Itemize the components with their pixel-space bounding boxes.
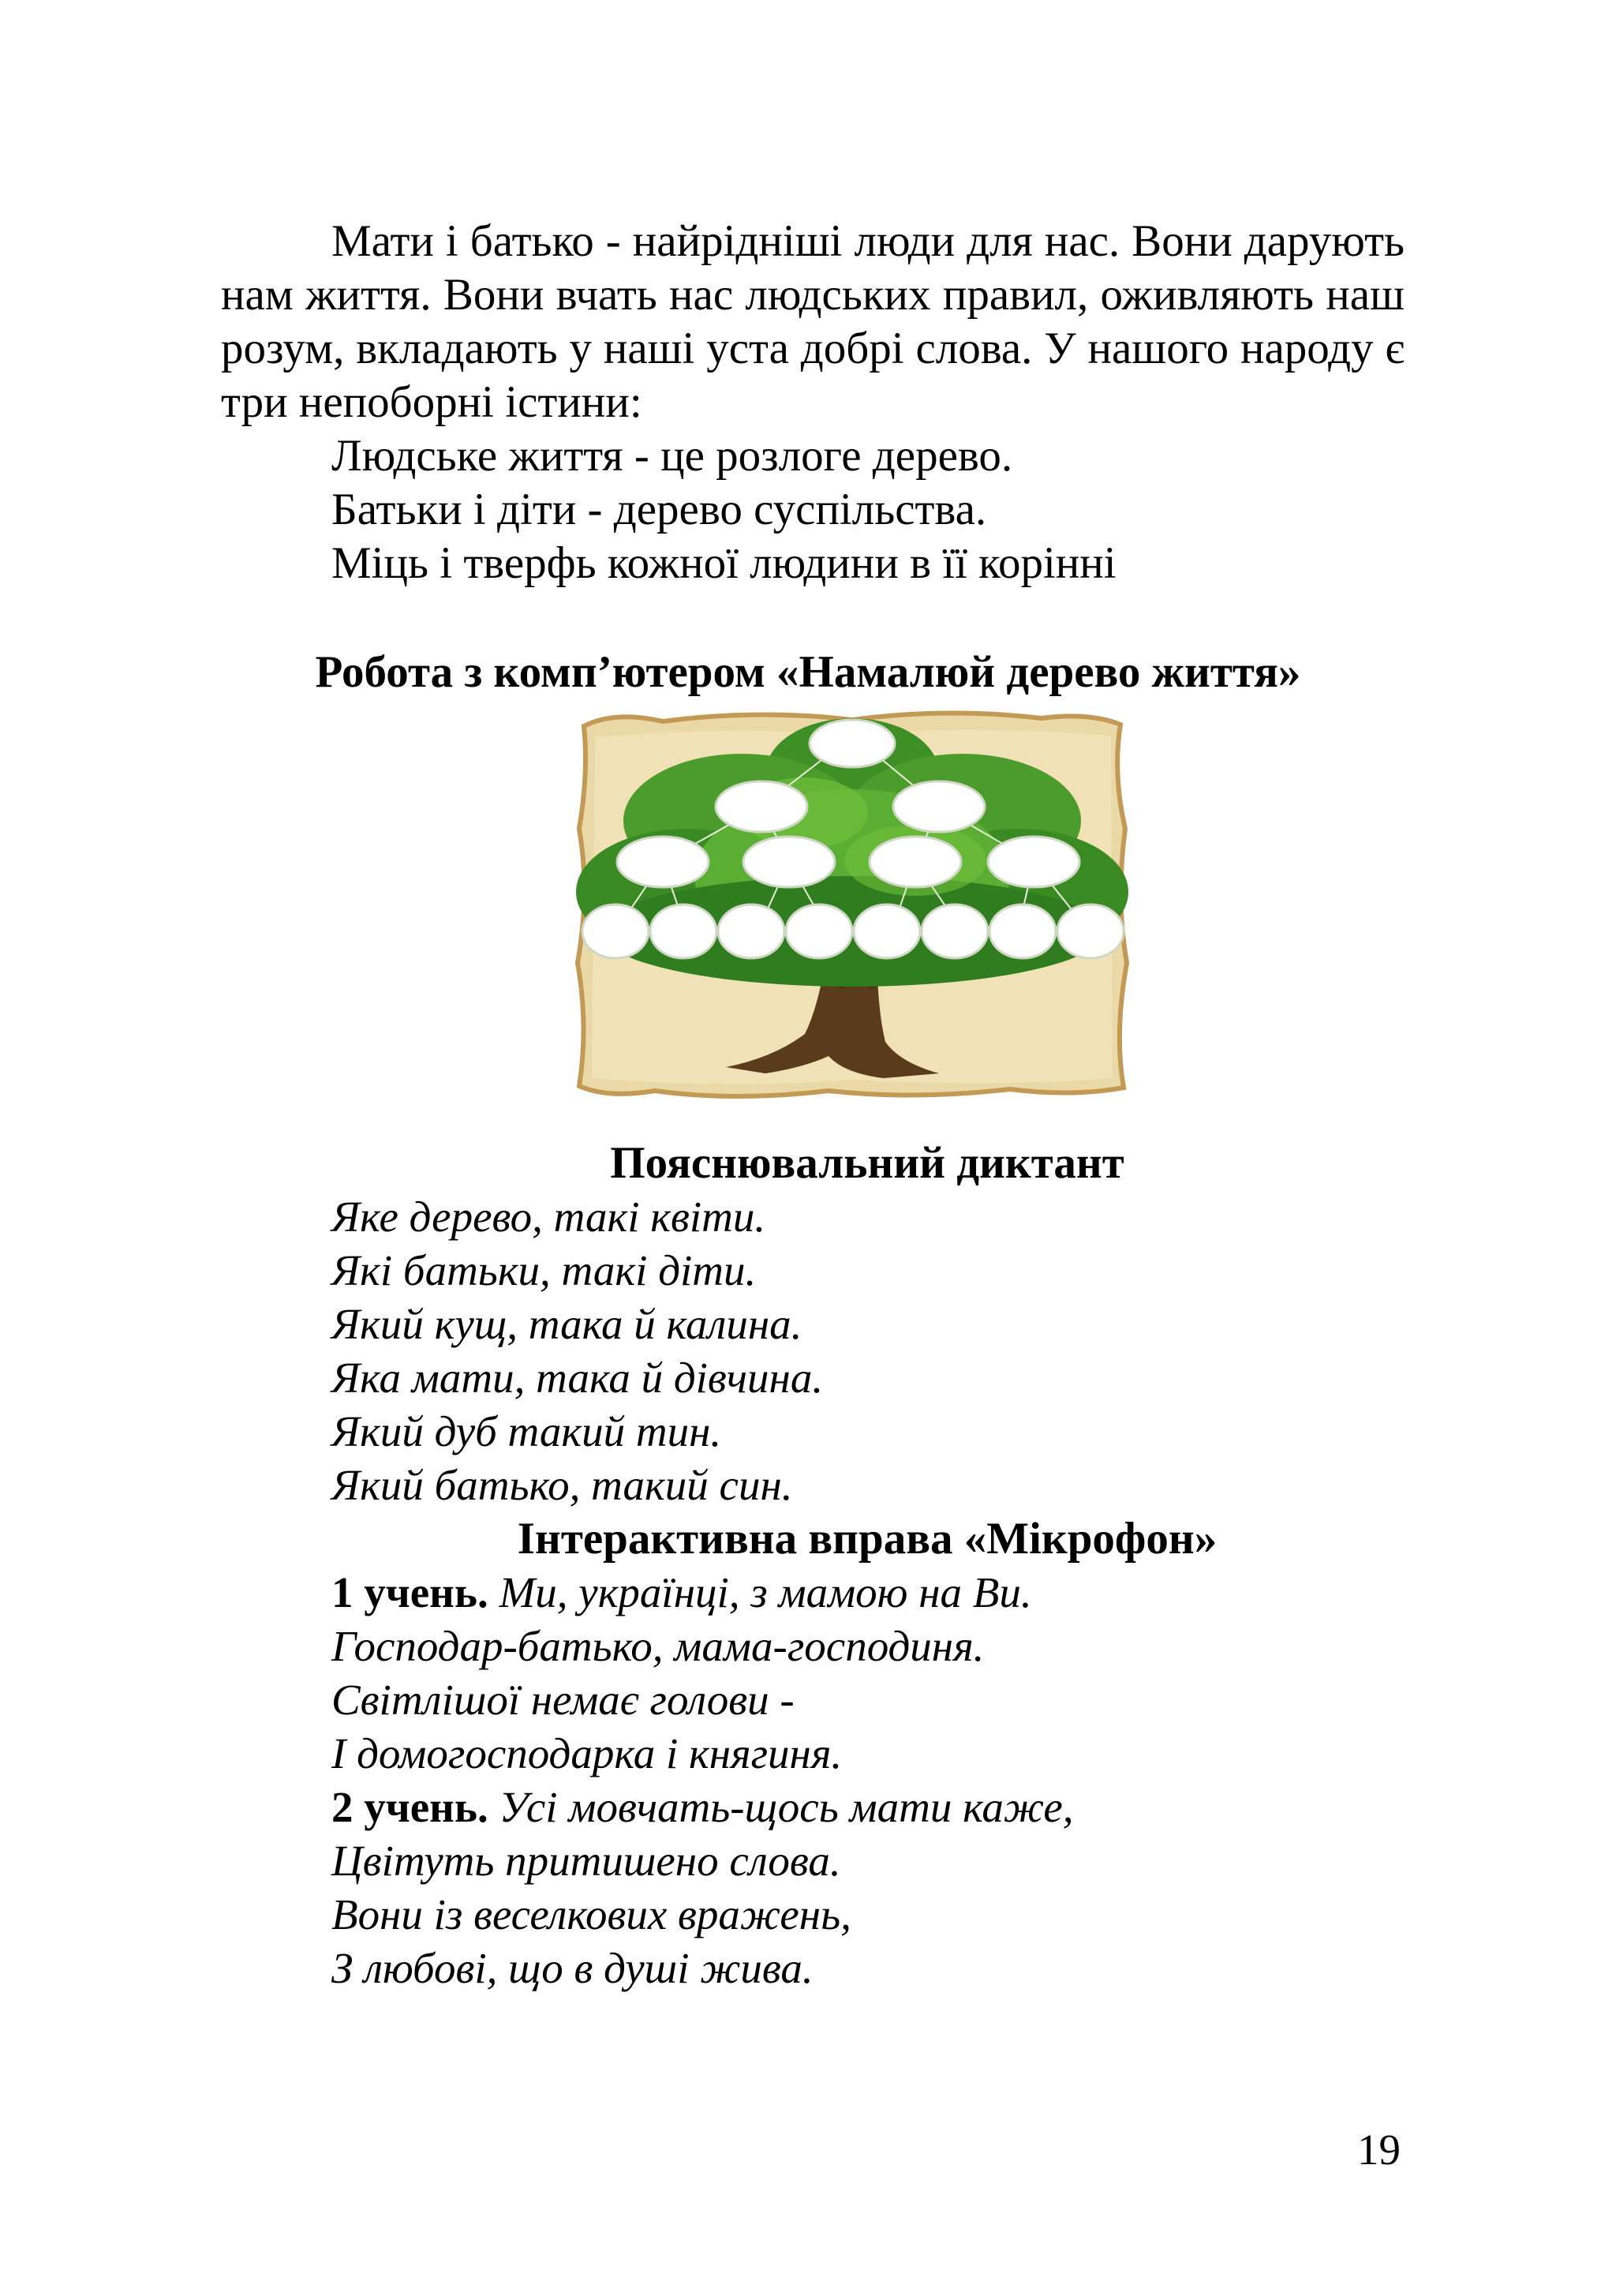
three-truths-list <box>331 429 1117 590</box>
tree-oval <box>810 720 895 767</box>
poem-line: Господар-батько, мама-господиня. <box>331 1622 985 1670</box>
student1-label: 1 учень. <box>331 1568 488 1616</box>
proverb-line: Які батьки, такі діти. <box>331 1246 757 1294</box>
poem-line: З любові, що в душі жива. <box>331 1944 814 1992</box>
intro-paragraph <box>221 215 1405 429</box>
tree-oval <box>922 905 988 958</box>
tree-oval <box>786 905 852 958</box>
poem-line: І домогосподарка і княгиня. <box>331 1729 843 1777</box>
tree-oval <box>743 837 835 887</box>
proverb-line: Який дуб такий тин. <box>331 1407 722 1455</box>
student2-label: 2 учень. <box>331 1783 488 1831</box>
student1-first-line <box>331 1566 1074 1620</box>
tree-oval <box>854 905 920 958</box>
tree-oval <box>650 905 716 958</box>
microphone-heading: Інтерактивна вправа «Мікрофон» <box>517 1514 1218 1564</box>
poem-line: Вони із веселкових вражень, <box>331 1890 851 1938</box>
tree-oval <box>582 905 649 958</box>
tree-oval <box>718 905 784 958</box>
truth-line: Міць і тверфь кожної людини в її корінні <box>331 538 1117 588</box>
microphone-poem <box>331 1566 1074 1995</box>
computer-work-heading: Робота з комп’ютером «Намалюй дерево життя» <box>315 647 1301 697</box>
tree-oval <box>870 837 961 887</box>
proverb-line: Яке дерево, такі квіти. <box>331 1193 766 1241</box>
proverb-line: Який кущ, така й калина. <box>331 1300 802 1348</box>
tree-oval <box>617 837 709 887</box>
student1-text: Ми, українці, з мамою на Ви. <box>488 1568 1032 1616</box>
proverb-line: Який батько, такий син. <box>331 1461 793 1509</box>
tree-oval <box>893 781 985 832</box>
truth-line: Батьки і діти - дерево суспільства. <box>331 485 987 534</box>
poem-line: Світлішої немає голови - <box>331 1676 795 1724</box>
proverb-line: Яка мати, така й дівчина. <box>331 1354 824 1402</box>
tree-oval <box>1057 905 1124 958</box>
tree-oval <box>716 781 807 832</box>
tree-oval <box>988 837 1079 887</box>
dictation-heading: Пояснювальний диктант <box>610 1138 1124 1188</box>
poem-line: Цвітуть притишено слова. <box>331 1837 841 1885</box>
intro-text: Мати і батько - найрідніші люди для нас. Вони дарують нам життя. Вони вчать нас людських правил, оживляють наш розум, вкладають у наші уста добрі слова. У нашого народу є три непоборні істини: <box>221 216 1405 427</box>
family-tree-image <box>568 702 1136 1105</box>
dictation-lines <box>331 1190 823 1512</box>
tree-oval <box>989 905 1056 958</box>
page-number: 19 <box>1357 2126 1401 2174</box>
truth-line: Людське життя - це розлоге дерево. <box>331 431 1013 481</box>
family-tree-illustration <box>568 702 1136 1105</box>
student2-first-line <box>331 1781 1074 1834</box>
student2-text: Усі мовчать-щось мати каже, <box>488 1783 1074 1831</box>
